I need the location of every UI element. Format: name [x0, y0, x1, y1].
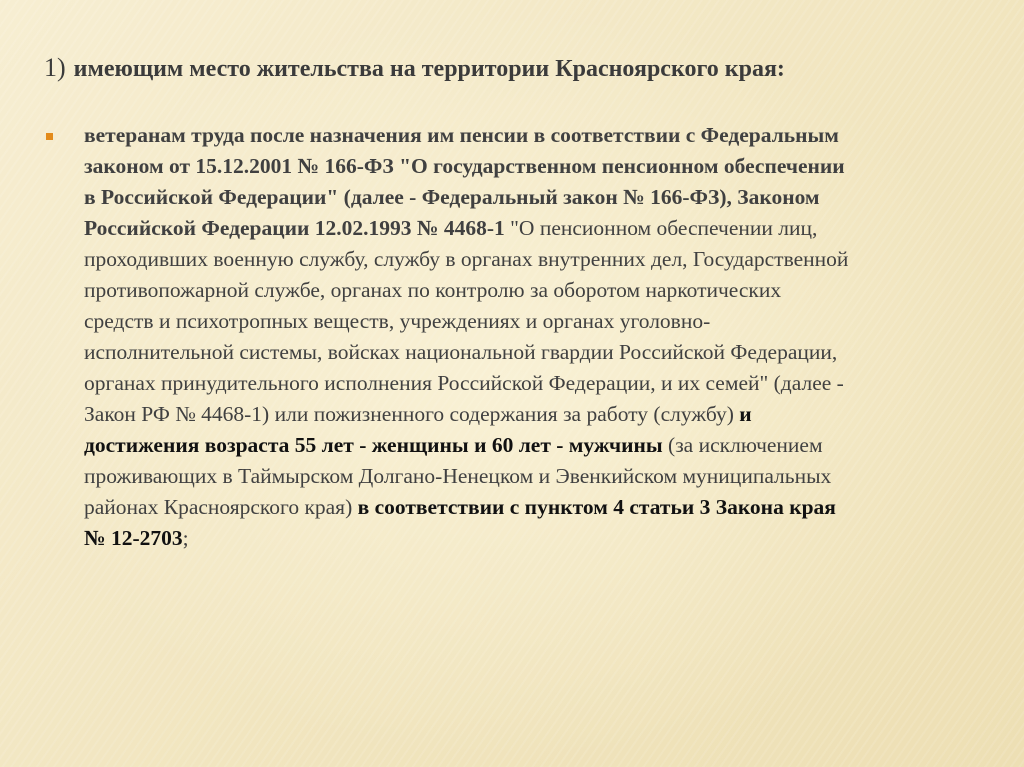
bullet-paragraph	[84, 120, 1004, 554]
text-line: проходивших военную службу, службу в органах внутренних дел, Государственной	[84, 247, 849, 271]
emphasis-text: № 12-2703	[84, 526, 183, 550]
text-line: законом от 15.12.2001 № 166-ФЗ "О государственном пенсионном обеспечении	[84, 154, 845, 178]
text-fragment: (за исключением	[662, 433, 823, 457]
text-fragment: районах Красноярского края)	[84, 495, 358, 519]
bullet-marker-icon	[46, 133, 53, 140]
text-line: в Российской Федерации" (далее - Федеральный закон № 166-ФЗ), Законом	[84, 185, 820, 209]
slide-heading	[44, 52, 1004, 85]
text-line: проживающих в Таймырском Долгано-Ненецком и Эвенкийском муниципальных	[84, 464, 832, 488]
text-fragment: Закон РФ № 4468-1) или пожизненного содержания за работу (службу)	[84, 402, 740, 426]
heading-title: имеющим место жительства на территории Красноярского края:	[73, 56, 785, 82]
text-line: органах принудительного исполнения Российской Федерации, и их семей" (далее -	[84, 371, 844, 395]
emphasis-text: достижения возраста 55 лет - женщины и 60 лет - мужчины	[84, 433, 663, 457]
text-fragment: "О пенсионном обеспечении лиц,	[504, 216, 818, 240]
text-fragment: ;	[182, 526, 189, 550]
emphasis-text: и	[739, 402, 752, 426]
law-reference: Российской Федерации 12.02.1993 № 4468-1	[84, 216, 505, 240]
emphasis-text: в соответствии с пунктом 4 статьи 3 Закона края	[357, 495, 836, 519]
text-line: ветеранам труда после назначения им пенсии в соответствии с Федеральным	[84, 123, 839, 147]
text-line	[84, 213, 1004, 244]
text-line	[84, 430, 1004, 461]
text-line	[84, 492, 1004, 523]
text-line: исполнительной системы, войсках национальной гвардии Российской Федерации,	[84, 340, 838, 364]
text-line: противопожарной службе, органах по контролю за оборотом наркотических	[84, 278, 782, 302]
text-line	[84, 399, 1004, 430]
text-line	[84, 523, 1004, 554]
text-line: средств и психотропных веществ, учреждениях и органах уголовно-	[84, 309, 711, 333]
heading-number: 1)	[44, 53, 66, 82]
